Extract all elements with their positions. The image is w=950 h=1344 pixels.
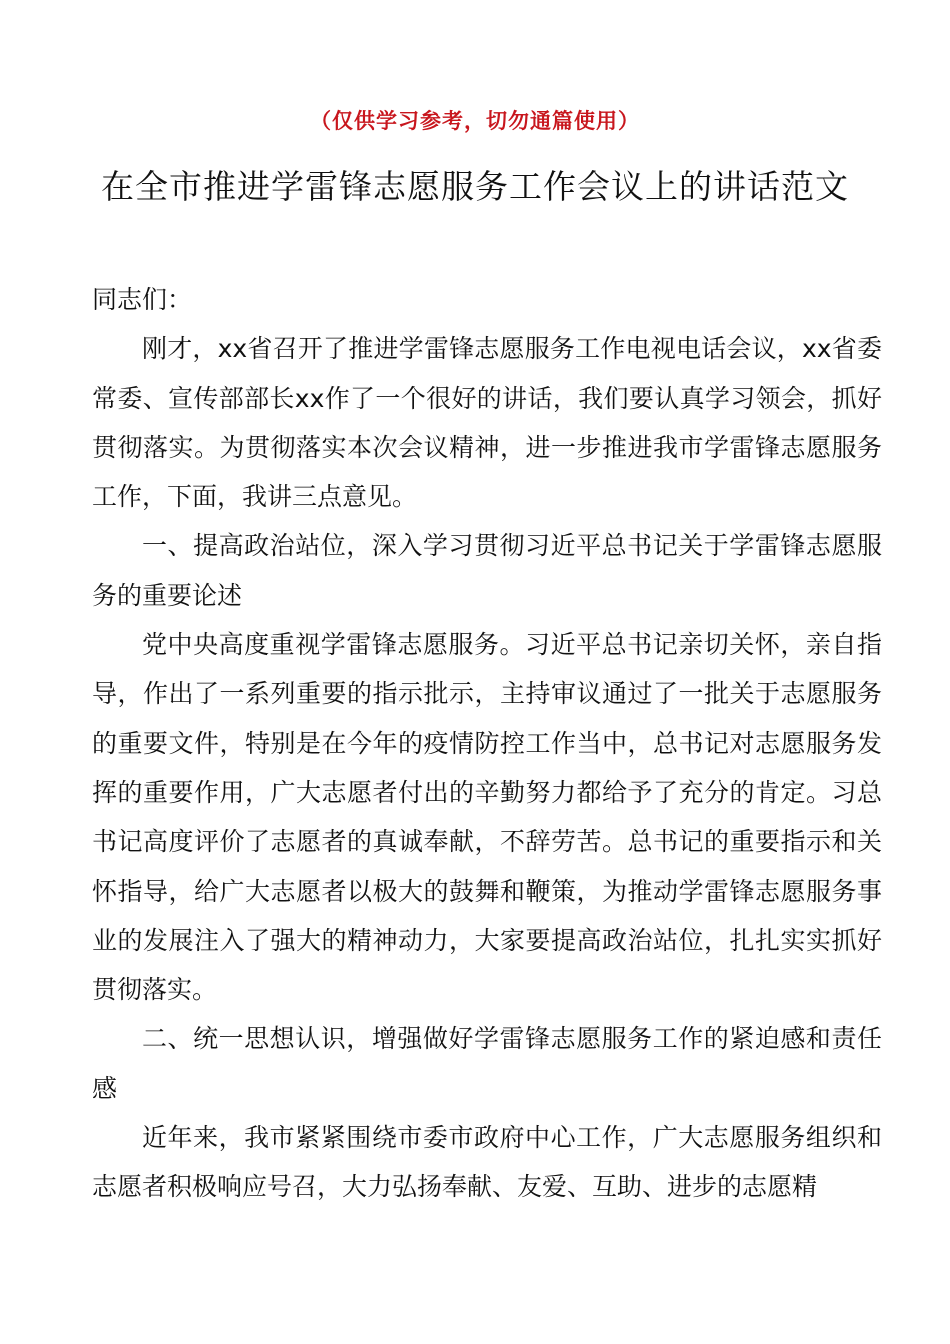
paragraph-section-2: 近年来，我市紧紧围绕市委市政府中心工作，广大志愿服务组织和志愿者积极响应号召，大力弘扬奉献、友爱、互助、进步的志愿精 <box>92 1123 882 1202</box>
section-heading-1: 一、提高政治站位，深入学习贯彻习近平总书记关于学雷锋志愿服务的重要论述 <box>92 531 882 610</box>
section-heading-2: 二、统一思想认识，增强做好学雷锋志愿服务工作的紧迫感和责任感 <box>92 1024 882 1103</box>
paragraph-intro: 刚才，xx省召开了推进学雷锋志愿服务工作电视电话会议，xx省委常委、宣传部部长xx作了一个很好的讲话，我们要认真学习领会，抓好贯彻落实。为贯彻落实本次会议精神，进一步推进我市学雷锋志愿服务工作，下面，我讲三点意见。 <box>92 334 882 512</box>
page-title: 在全市推进学雷锋志愿服务工作会议上的讲话范文 <box>101 167 849 206</box>
paragraph-section-1: 党中央高度重视学雷锋志愿服务。习近平总书记亲切关怀，亲自指导，作出了一系列重要的指示批示，主持审议通过了一批关于志愿服务的重要文件，特别是在今年的疫情防控工作当中，总书记对志愿服务发挥的重要作用，广大志愿者付出的辛勤努力都给予了充分的肯定。习总书记高度评价了志愿者的真诚奉献，不辞劳苦。总书记的重要指示和关怀指导，给广大志愿者以极大的鼓舞和鞭策，为推动学雷锋志愿服务事业的发展注入了强大的精神动力，大家要提高政治站位，扎扎实实抓好贯彻落实。 <box>92 630 882 1005</box>
salutation: 同志们： <box>92 285 193 314</box>
usage-notice: （仅供学习参考，切勿通篇使用） <box>310 109 640 133</box>
document-body <box>92 275 882 1212</box>
